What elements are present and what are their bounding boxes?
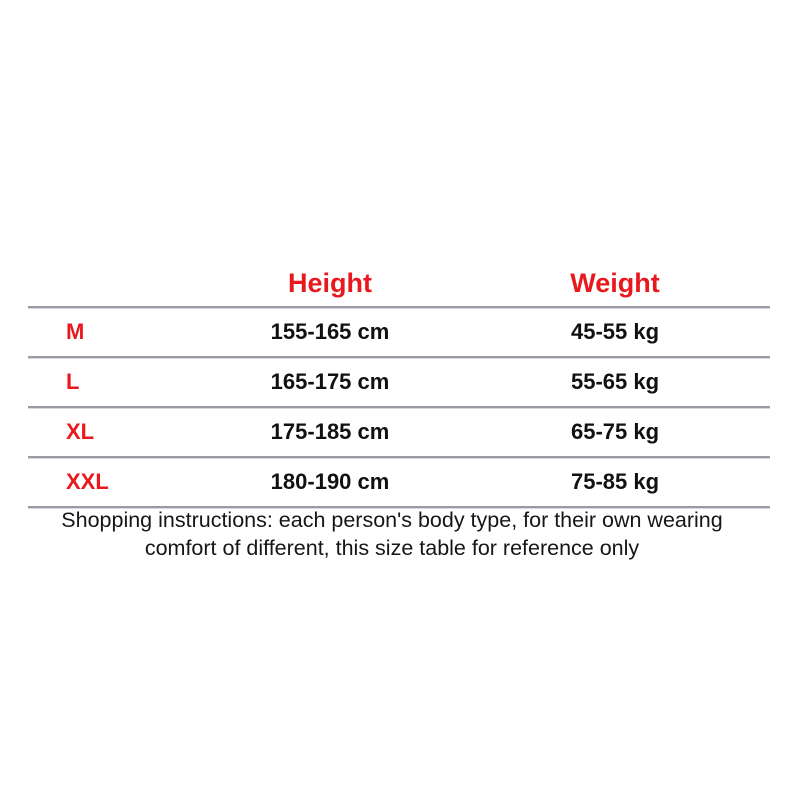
size-label: L [66,369,80,394]
size-chart-table [28,252,770,508]
size-label: M [66,319,85,344]
table-row-m [28,308,770,358]
weight-value: 65-75 kg [570,419,660,444]
shopping-instructions-note [0,506,784,562]
size-column-header [28,299,148,306]
weight-value: 45-55 kg [570,319,660,344]
table-header-row [28,252,770,308]
height-value: 165-175 cm [270,369,390,394]
height-value: 155-165 cm [270,319,390,344]
table-row-l [28,358,770,408]
weight-value: 75-85 kg [570,469,660,494]
table-row-xxl [28,458,770,508]
height-value: 175-185 cm [270,419,390,444]
shopping-instructions-line2: comfort of different, this size table for reference only [144,536,640,560]
table-row-xl [28,408,770,458]
height-column-header: Height [288,268,372,298]
size-label: XXL [66,469,109,494]
shopping-instructions-line1: Shopping instructions: each person's body type, for their own wearing [61,508,723,532]
height-value: 180-190 cm [270,469,390,494]
weight-column-header: Weight [570,268,660,298]
size-label: XL [66,419,95,444]
weight-value: 55-65 kg [570,369,660,394]
